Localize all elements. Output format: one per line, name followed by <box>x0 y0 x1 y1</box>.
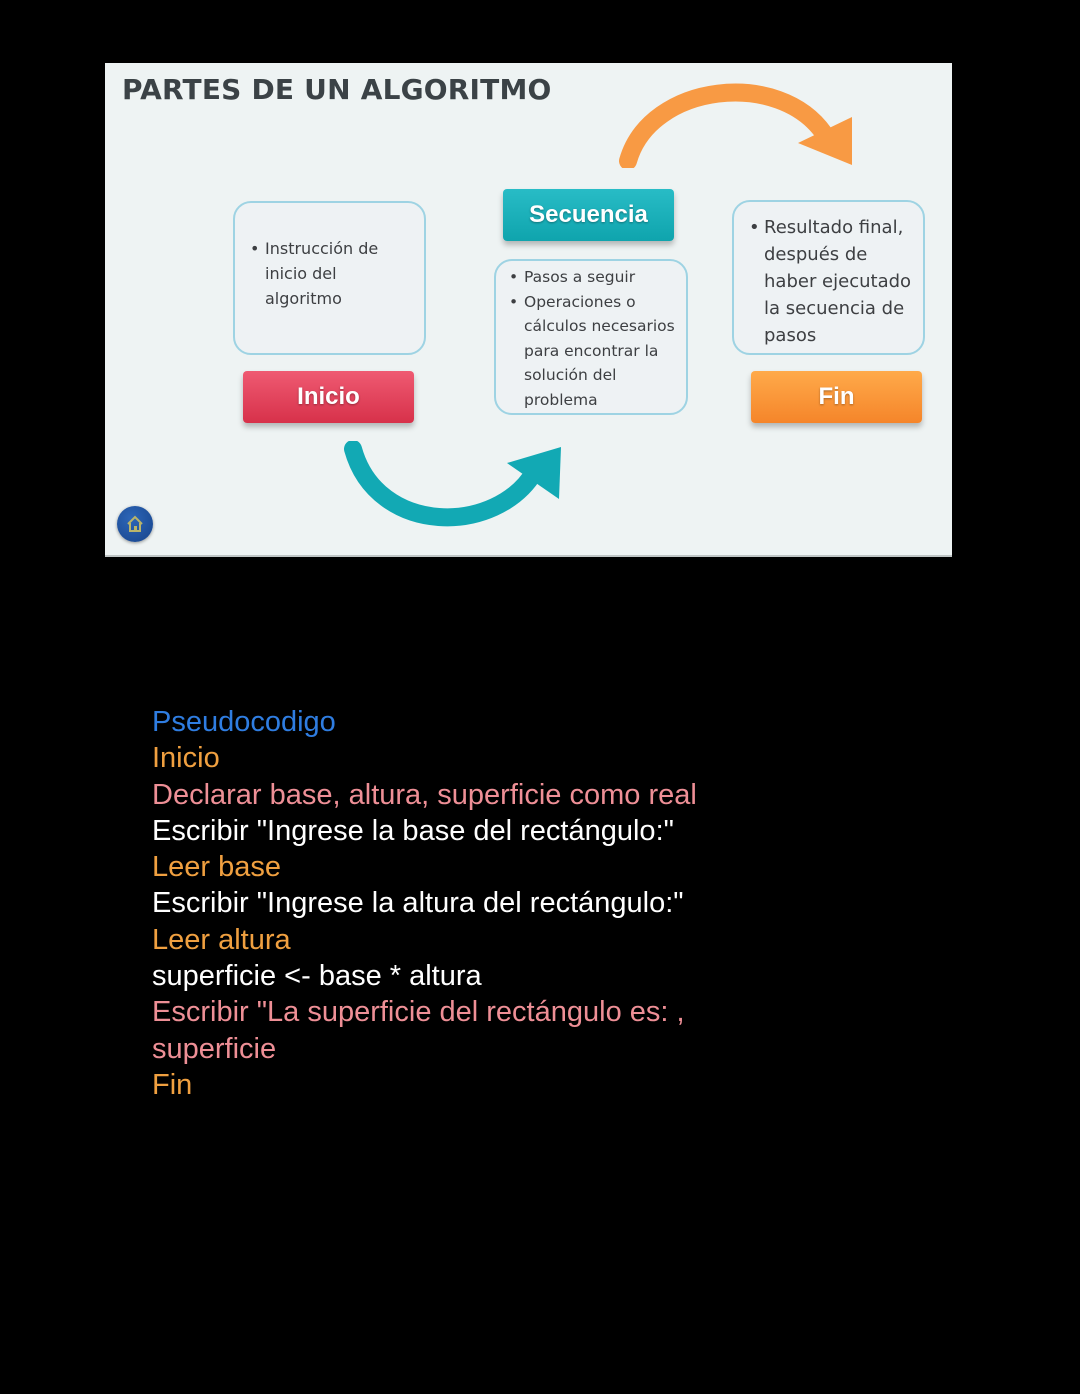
code-line-escribir-base: Escribir "Ingrese la base del rectángulo:" <box>152 814 674 847</box>
curved-arrow-orange-icon <box>610 73 860 168</box>
secuencia-bullet: • Pasos a seguir <box>524 265 680 290</box>
pseudocode-block <box>152 704 697 1103</box>
code-line-fin: Fin <box>152 1068 193 1101</box>
fin-description-card <box>732 200 925 355</box>
slide-title: PARTES DE UN ALGORITMO <box>122 73 552 106</box>
inicio-label: Inicio <box>243 371 414 423</box>
secuencia-bullet: • Operaciones o cálculos necesarios para encontrar la solución del problema <box>524 290 680 413</box>
home-icon <box>125 514 145 534</box>
code-line-declarar: Declarar base, altura, superficie como real <box>152 778 697 811</box>
pseudocode-heading: Pseudocodigo <box>152 706 336 738</box>
inicio-bullet: • Instrucción de inicio del algoritmo <box>265 236 414 311</box>
fin-bullet: • Resultado final, después de haber ejecutado la secuencia de pasos <box>764 214 915 349</box>
code-line-escribir-resultado: Escribir "La superficie del rectángulo es: , <box>152 996 685 1029</box>
code-line-inicio: Inicio <box>152 742 220 775</box>
curved-arrow-teal-icon <box>337 441 567 533</box>
home-button[interactable] <box>117 506 153 542</box>
secuencia-label: Secuencia <box>503 189 674 241</box>
inicio-description-card <box>233 201 426 355</box>
code-line-calculo: superficie <- base * altura <box>152 960 482 993</box>
code-line-leer-base: Leer base <box>152 851 281 884</box>
algorithm-parts-slide <box>105 63 952 555</box>
code-line-escribir-altura: Escribir "Ingrese la altura del rectángulo:" <box>152 887 684 920</box>
fin-label: Fin <box>751 371 922 423</box>
code-line-superficie: superficie <box>152 1032 277 1065</box>
code-line-leer-altura: Leer altura <box>152 923 291 956</box>
secuencia-description-card <box>494 259 688 415</box>
